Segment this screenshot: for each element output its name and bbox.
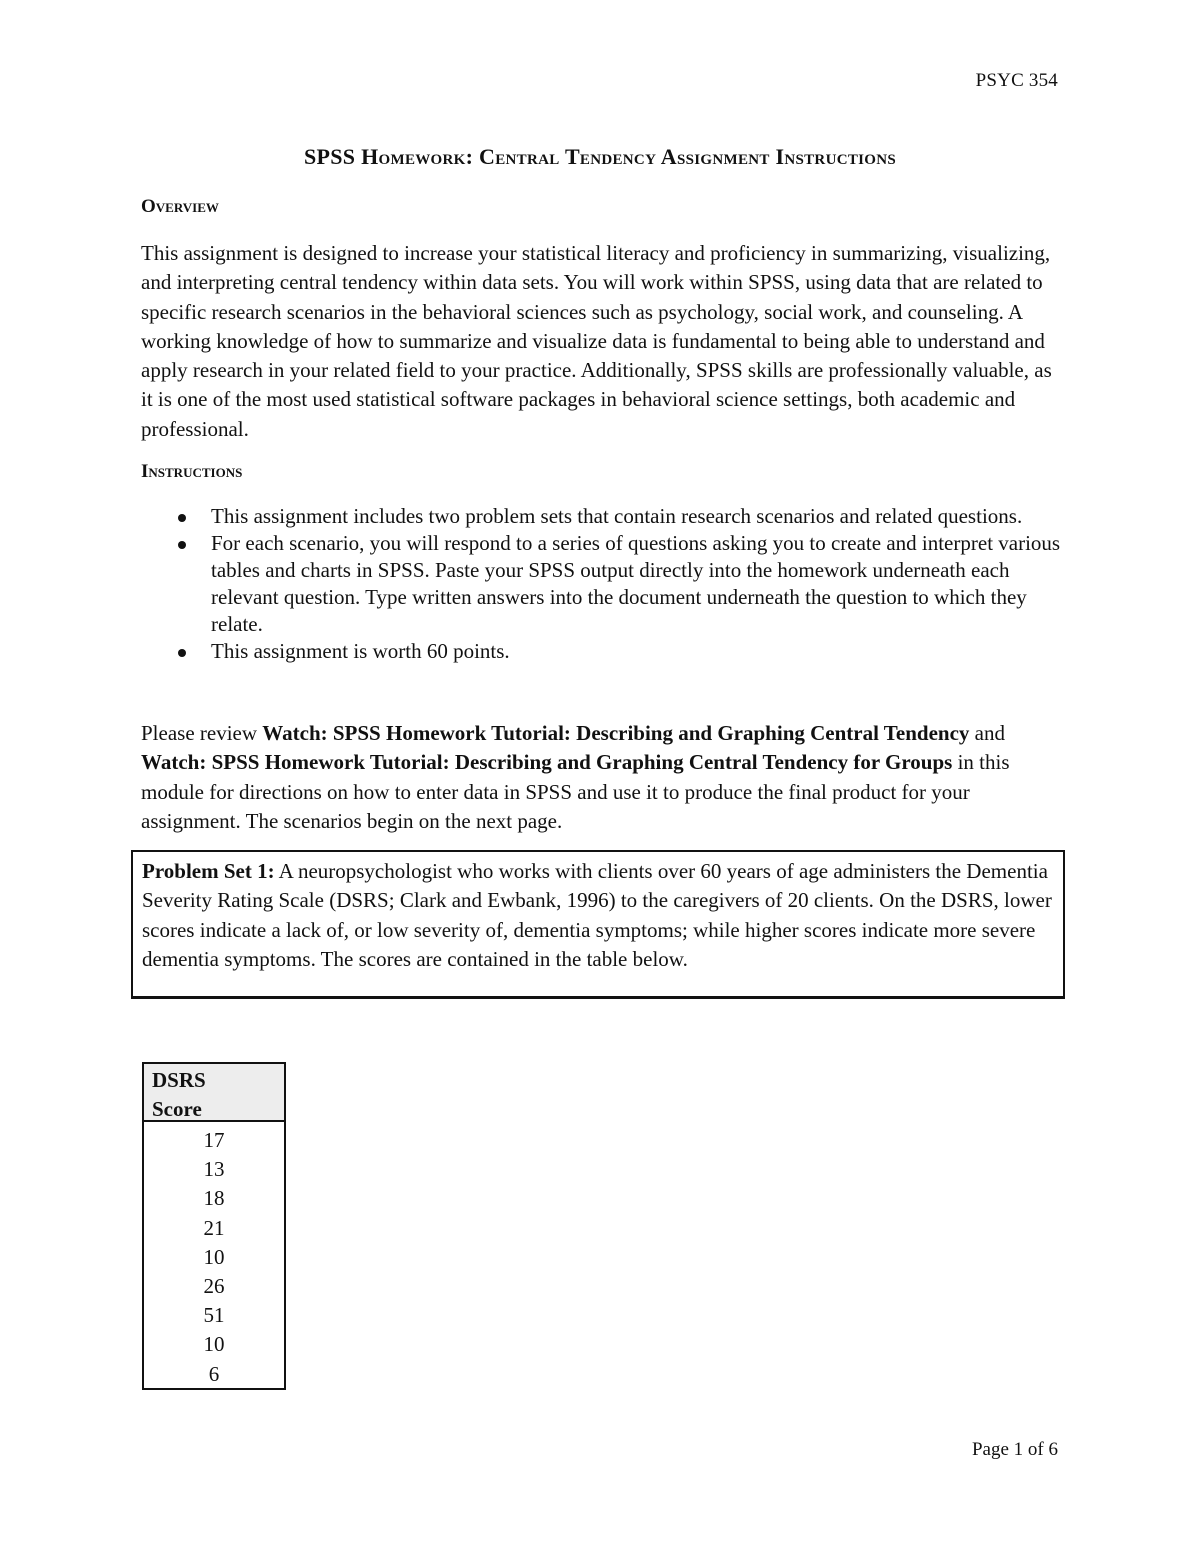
table-row: 10 — [203, 1244, 225, 1269]
document-title: SPSS Homework: Central Tendency Assignment Instructions — [303, 144, 897, 169]
table-row: 26 — [203, 1273, 225, 1298]
course-code: PSYC 354 — [975, 70, 1058, 91]
list-item-text: This assignment includes two problem sets that contain research scenarios and related questions. — [211, 504, 1023, 528]
overview-paragraph: This assignment is designed to increase your statistical literacy and proficiency in summarizing, visualizing, and interpreting central tendency within data sets. You will work within SPSS, using data that are related to specific research scenarios in the behavioral sciences such as psychology, social work, and counseling. A working knowledge of how to summarize and visualize data is fundamental to being able to understand and apply research in your related field to your practice. Additionally, SPSS skills are professionally valuable, as it is one of the most used statistical software packages in behavioral science settings, both academic and professional. — [141, 241, 1052, 441]
dsrs-score-table — [142, 1062, 286, 1390]
page-number: Page 1 of 6 — [971, 1439, 1058, 1460]
table-row: 6 — [208, 1361, 220, 1386]
overview-heading: Overview — [141, 196, 219, 217]
list-item — [141, 530, 1066, 638]
table-header-line-1: DSRS — [152, 1068, 206, 1092]
table-row: 10 — [203, 1332, 225, 1357]
table-body — [144, 1122, 284, 1389]
table-header — [144, 1064, 284, 1122]
list-item — [141, 503, 1066, 530]
problem-set-1-box — [131, 850, 1065, 999]
tutorial-reference-2: Watch: SPSS Homework Tutorial: Describing and Graphing Central Tendency for Groups — [141, 750, 953, 775]
list-item-text: For each scenario, you will respond to a series of questions asking you to create and interpret various tables and charts in SPSS. Paste your SPSS output directly into the homework underneath each relevant question. Type written answers into the document underneath the question to which they relate. — [211, 531, 1061, 636]
table-header-line-2: Score — [152, 1097, 202, 1121]
problem-set-label: Problem Set 1: — [142, 859, 275, 883]
review-middle: and — [969, 721, 1005, 745]
tutorial-reference-1: Watch: SPSS Homework Tutorial: Describing and Graphing Central Tendency — [262, 721, 970, 745]
bullet-icon — [178, 649, 186, 657]
review-prefix: Please review — [141, 721, 263, 745]
instructions-heading: Instructions — [141, 461, 243, 482]
list-item-text: This assignment is worth 60 points. — [211, 639, 510, 663]
bullet-icon — [178, 541, 186, 549]
table-row: 13 — [203, 1157, 225, 1182]
problem-set-text: A neuropsychologist who works with clients over 60 years of age administers the Dementia Severity Rating Scale (DSRS; Clark and Ewbank, 1996) to the caregivers of 20 clients. On the DSRS, lower scores indicate a lack of, or low severity of, dementia symptoms; while higher scores indicate more severe dementia symptoms. The scores are contained in the table below. — [142, 859, 1052, 971]
instructions-list — [141, 503, 1066, 665]
table-row: 21 — [203, 1215, 225, 1240]
review-suffix: in this module for directions on how to enter data in SPSS and use it to produce the final product for your assignment. The scenarios begin on the next page. — [141, 750, 1010, 833]
table-row: 18 — [203, 1186, 225, 1211]
table-row: 51 — [203, 1303, 225, 1328]
review-paragraph — [141, 719, 1066, 836]
table-row: 17 — [203, 1128, 225, 1152]
list-item — [141, 638, 1066, 665]
bullet-icon — [178, 514, 186, 522]
